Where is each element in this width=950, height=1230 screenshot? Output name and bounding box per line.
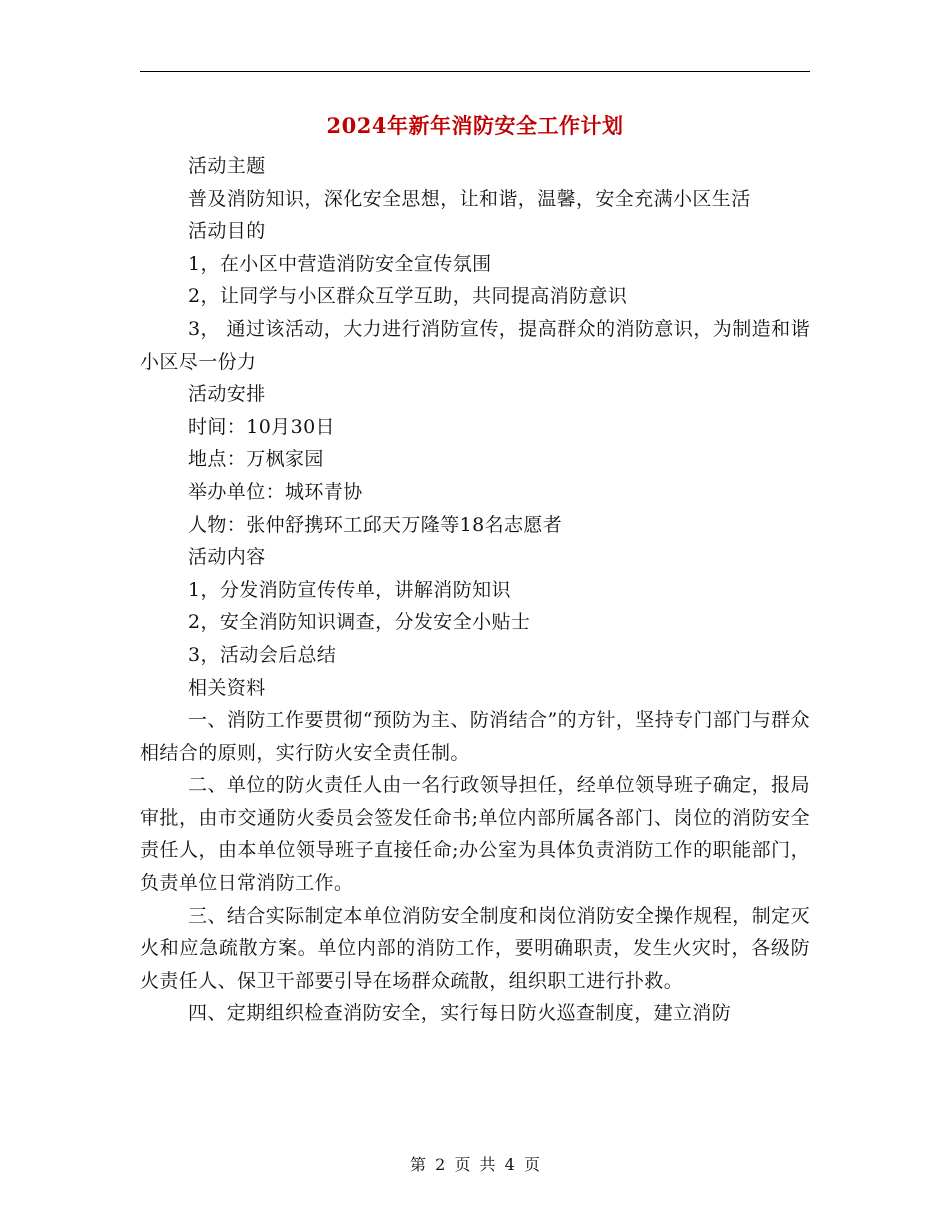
header-rule	[140, 71, 810, 72]
paragraph: 1，分发消防宣传传单，讲解消防知识	[188, 578, 511, 601]
paragraph: 举办单位：城环青协	[188, 480, 363, 503]
paragraph: 人物：张仲舒携环工邱天万隆等18名志愿者	[188, 513, 563, 536]
footer-total-word: 共	[479, 1155, 496, 1174]
paragraph: 活动安排	[188, 383, 266, 406]
paragraph: 2，让同学与小区群众互学互助，共同提高消防意识	[188, 285, 628, 308]
paragraph: 3，活动会后总结	[188, 643, 337, 666]
paragraph: 时间：10月30日	[188, 415, 335, 438]
paragraph: 活动主题	[188, 155, 266, 177]
footer-current-page: 2	[435, 1155, 446, 1174]
paragraph: 一、消防工作要贯彻“预防为主、防消结合”的方针，坚持专门部门与群众相结合的原则，实行防火安全责任制。	[140, 709, 810, 764]
paragraph: 活动内容	[188, 546, 266, 569]
paragraph: 二、单位的防火责任人由一名行政领导担任，经单位领导班子确定，报局审批，由市交通防火委员会签发任命书;单位内部所属各部门、岗位的消防安全责任人，由本单位领导班子直接任命;办公室为具体负责消防工作的职能部门，负责单位日常消防工作。	[140, 774, 810, 895]
document-body	[140, 150, 810, 1030]
paragraph: 地点：万枫家园	[188, 448, 324, 471]
footer-suffix: 页	[523, 1155, 540, 1174]
paragraph: 3， 通过该活动，大力进行消防宣传，提高群众的消防意识，为制造和谐小区尽一份力	[140, 317, 810, 373]
paragraph: 普及消防知识，深化安全思想，让和谐，温馨，安全充满小区生活	[188, 187, 751, 210]
paragraph: 1，在小区中营造消防安全宣传氛围	[188, 252, 492, 275]
paragraph: 相关资料	[188, 676, 266, 699]
paragraph: 三、结合实际制定本单位消防安全制度和岗位消防安全操作规程，制定灭火和应急疏散方案。单位内部的消防工作，要明确职责，发生火灾时，各级防火责任人、保卫干部要引导在场群众疏散，组织职工进行扑救。	[140, 904, 810, 992]
document-title: 2024年新年消防安全工作计划	[326, 113, 624, 138]
footer-total-pages: 4	[504, 1155, 515, 1174]
page-footer	[0, 1152, 950, 1175]
paragraph: 2，安全消防知识调查，分发安全小贴士	[188, 611, 531, 634]
paragraph: 四、定期组织检查消防安全，实行每日防火巡查制度，建立消防	[188, 1002, 732, 1025]
paragraph: 活动目的	[188, 220, 266, 243]
footer-page-word: 页	[454, 1155, 471, 1174]
footer-prefix: 第	[410, 1155, 427, 1174]
